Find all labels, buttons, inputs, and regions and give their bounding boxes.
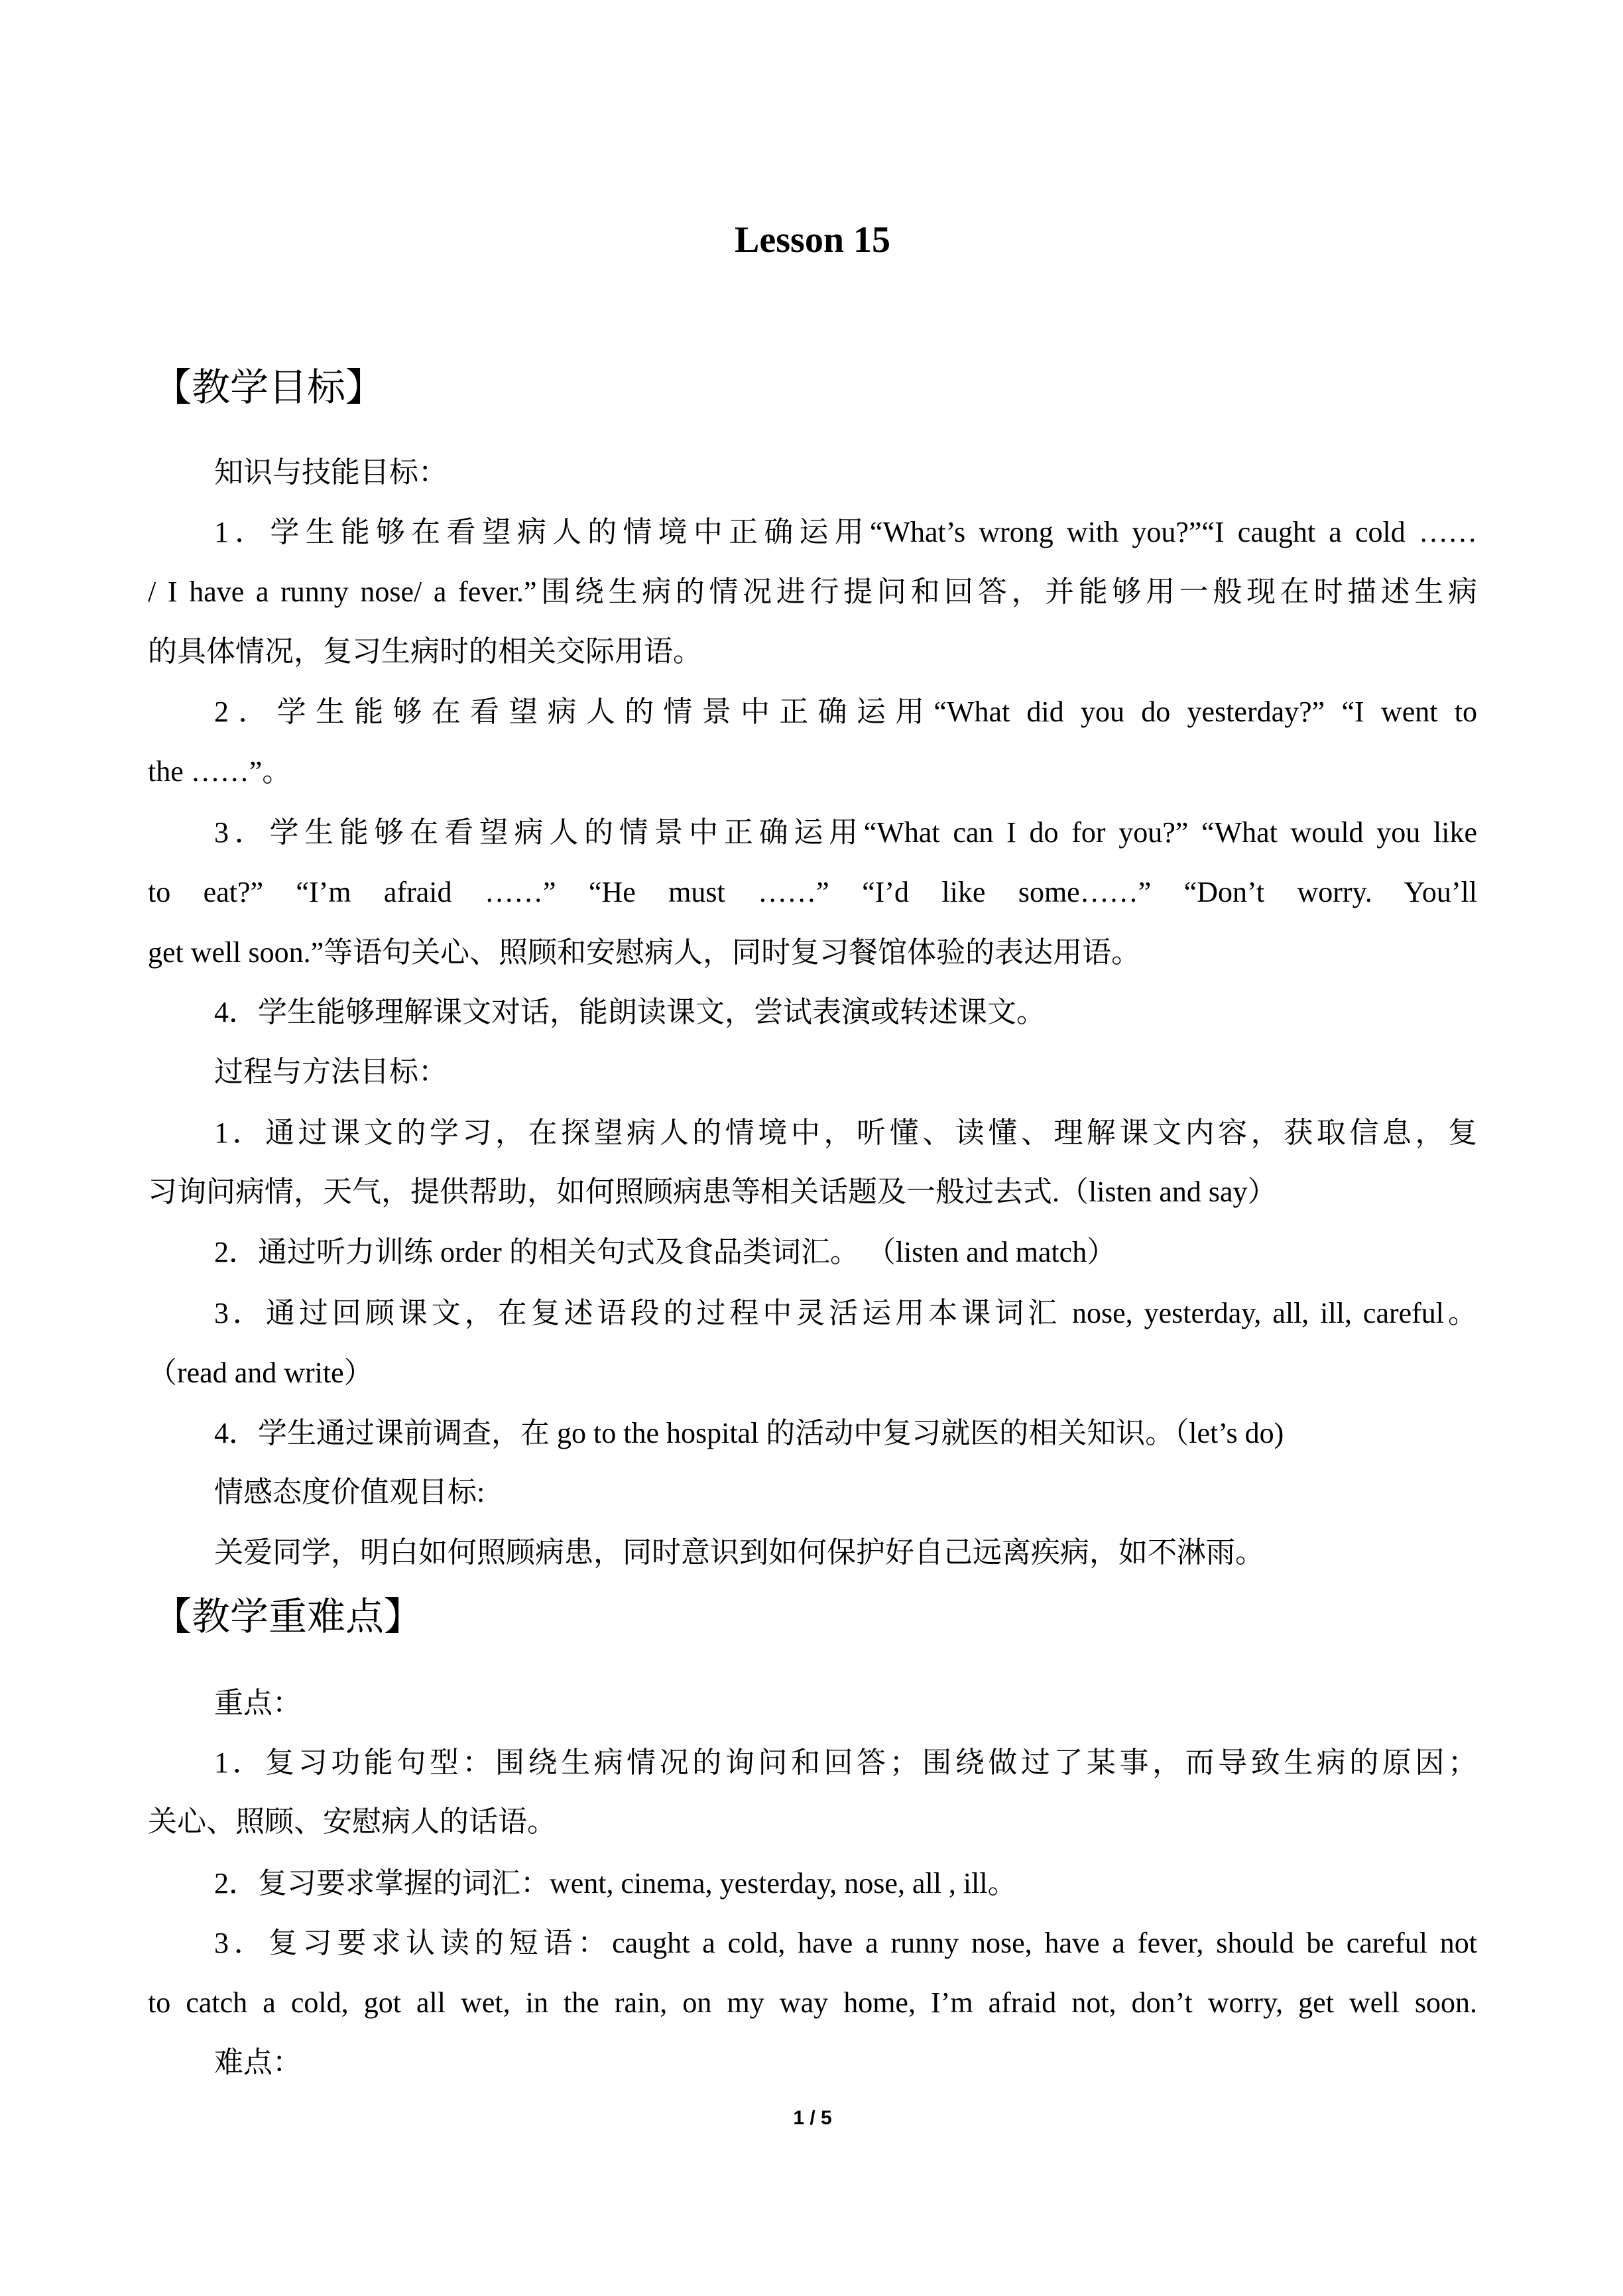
paragraph-line: to eat?” “I’m afraid ……” “He must ……” “I’d like some……” “Don’t worry. You’ll <box>148 876 1477 908</box>
difficulty-label: 难点： <box>214 2046 302 2079</box>
page-number: 1 / 5 <box>793 2107 832 2129</box>
paragraph-line: 1．通过课文的学习，在探望病人的情境中，听懂、读懂、理解课文内容，获取信息，复 <box>214 1117 1477 1149</box>
page-title: Lesson 15 <box>735 219 890 261</box>
knowledge-label: 知识与技能目标： <box>214 456 448 489</box>
section-heading-focus: 【教学重难点】 <box>153 1595 423 1638</box>
key-label: 重点： <box>214 1687 302 1719</box>
paragraph-line: 2．复习要求掌握的词汇：went, cinema, yesterday, nose, all , ill。 <box>214 1867 1017 1900</box>
paragraph-line: 2．通过听力训练 order 的相关句式及食品类词汇。 （listen and match） <box>214 1236 1116 1268</box>
paragraph-line: 关爱同学，明白如何照顾病患，同时意识到如何保护好自己远离疾病，如不淋雨。 <box>214 1536 1264 1569</box>
paragraph-line: 1．复习功能句型：围绕生病情况的询问和回答；围绕做过了某事，而导致生病的原因； <box>214 1746 1477 1779</box>
paragraph-line: 关心、照顾、安慰病人的话语。 <box>148 1805 556 1838</box>
paragraph-line: （read and write） <box>148 1357 373 1389</box>
section-heading-goals: 【教学目标】 <box>153 366 385 409</box>
document-page <box>148 0 1477 2296</box>
paragraph-line: 3．复习要求认读的短语：caught a cold, have a runny nose, have a fever, should be careful not <box>214 1927 1477 1959</box>
paragraph-line: 习询问病情，天气，提供帮助，如何照顾病患等相关话题及一般过去式.（listen and say） <box>148 1176 1277 1208</box>
emotion-label: 情感态度价值观目标: <box>214 1476 485 1508</box>
paragraph-line: 4．学生能够理解课文对话，能朗读课文，尝试表演或转述课文。 <box>214 996 1046 1028</box>
paragraph-line: 3．通过回顾课文，在复述语段的过程中灵活运用本课词汇 nose, yesterday, all, ill, careful。 <box>214 1297 1477 1329</box>
paragraph-line: get well soon.”等语句关心、照顾和安慰病人，同时复习餐馆体验的表达用语。 <box>148 936 1141 969</box>
paragraph-line: to catch a cold, got all wet, in the rain, on my way home, I’m afraid not, don’t worry, get well soon. <box>148 1986 1477 2019</box>
paragraph-line: 的具体情况，复习生病时的相关交际用语。 <box>148 635 702 668</box>
paragraph-line: the ……”。 <box>148 755 292 788</box>
paragraph-line: 4．学生通过课前调查，在 go to the hospital 的活动中复习就医的相关知识。（let’s do) <box>214 1417 1284 1449</box>
paragraph-line: 2．学生能够在看望病人的情景中正确运用“What did you do yesterday?” “I went to <box>214 695 1477 728</box>
paragraph-line: / I have a runny nose/ a fever.”围绕生病的情况进行提问和回答，并能够用一般现在时描述生病 <box>148 575 1477 608</box>
process-label: 过程与方法目标： <box>214 1056 448 1088</box>
paragraph-line: 1．学生能够在看望病人的情境中正确运用“What’s wrong with you?”“I caught a cold …… <box>214 516 1477 548</box>
paragraph-line: 3．学生能够在看望病人的情景中正确运用“What can I do for you?” “What would you like <box>214 816 1477 849</box>
